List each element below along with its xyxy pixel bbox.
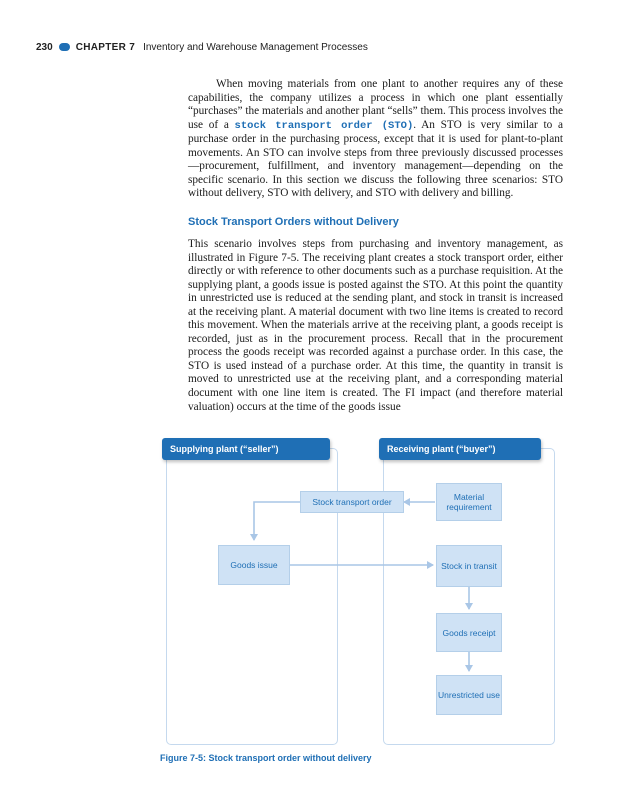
sto-term: stock transport order (STO) xyxy=(234,119,414,132)
node-unrestricted-use: Unrestricted use xyxy=(436,675,502,715)
intro-text-start: When moving materials from one plant to another requires any of these capabilities, the company utilizes a process in which one plant essentially “purchases” the materials and another plant “sells” them. This process involves the use of a xyxy=(188,78,563,131)
figure-caption: Figure 7-5: Stock transport order without delivery xyxy=(160,753,372,763)
lane-header-seller: Supplying plant (“seller”) xyxy=(162,438,330,460)
node-stock-transport-order: Stock transport order xyxy=(300,491,404,513)
node-goods-issue: Goods issue xyxy=(218,545,290,585)
chapter-title: Inventory and Warehouse Management Processes xyxy=(143,41,368,53)
node-stock-in-transit: Stock in transit xyxy=(436,545,502,587)
page-number: 230 xyxy=(36,41,53,53)
lane-header-buyer: Receiving plant (“buyer”) xyxy=(379,438,541,460)
section-heading: Stock Transport Orders without Delivery xyxy=(188,216,399,228)
arrow-sto-to-goods-issue xyxy=(254,502,300,540)
node-material-requirement: Material requirement xyxy=(436,483,502,521)
section-paragraph: This scenario involves steps from purchasing and inventory management, as illustrated in Figure 7-5. The receiving plant creates a stock transport order, either directly or with reference to other documents such as a purchase requisition. At the supplying plant, a goods issue is posted against the STO. At this point the quantity in unrestricted use is reduced at the sending plant, and stock in transit is increased at the receiving plant. A material document with two line items is created to record this movement. When the materials arrive at the receiving plant, a goods receipt is recorded, just as in the procurement process. Recall that in the procurement process the goods receipt was recorded against a purchase order. In this case, the STO is used instead of a purchase order. At this time, the quantity in transit is moved to unrestricted use at the receiving plant, and a corresponding material document with one line item is created. The FI impact (and therefore material valuation) occurs at the time of the goods issue xyxy=(188,238,563,413)
node-goods-receipt: Goods receipt xyxy=(436,613,502,652)
chapter-label: CHAPTER 7 xyxy=(75,41,136,53)
intro-text-end: . An STO is very similar to a purchase order in the purchasing process, except that it is used for plant-to-plant movements. An STO can involve steps from three previously discussed processes—procurement, fulfillment, and inventory management—depending on the specific scenario. In this section we discuss the following three scenarios: STO without delivery, STO with delivery, and STO with delivery and billing. xyxy=(188,118,563,200)
